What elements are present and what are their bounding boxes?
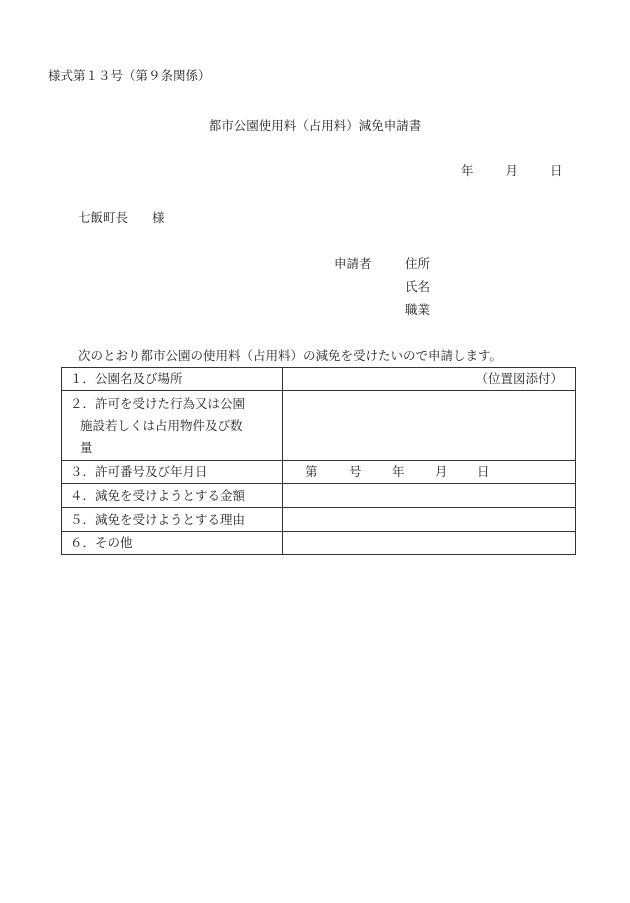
permitted-act-label-line3: 量	[80, 439, 93, 455]
table-row-park-name	[62, 368, 576, 391]
permit-number-label: ３．許可番号及び年月日	[62, 461, 283, 484]
date-year-label: 年	[461, 163, 474, 178]
park-name-label: １．公園名及び場所	[62, 368, 283, 391]
applicant-occupation-label: 職業	[405, 302, 431, 317]
addressee	[78, 208, 165, 226]
other-field[interactable]	[283, 532, 576, 555]
permit-number-field[interactable]	[283, 461, 576, 484]
applicant-label: 申請者	[334, 256, 372, 271]
applicant-address-label: 住所	[405, 256, 431, 271]
permit-dai-label: 第	[305, 464, 318, 479]
permit-day-label: 日	[477, 464, 490, 479]
permitted-act-field[interactable]	[283, 391, 576, 461]
form-number: 様式第１３号（第９条関係）	[48, 68, 211, 83]
other-label: ６．その他	[62, 532, 283, 555]
permit-month-label: 月	[435, 464, 448, 479]
addressee-name: 七飯町長	[78, 210, 129, 225]
date-day-label: 日	[550, 163, 563, 178]
table-row-reduction-reason	[62, 508, 576, 532]
document-title: 都市公園使用料（占用料）減免申請書	[208, 118, 422, 133]
permitted-act-label-line1: ２．許可を受けた行為又は公園	[70, 395, 246, 411]
addressee-honorific: 様	[152, 210, 165, 225]
date-month-label: 月	[505, 163, 519, 178]
park-name-field[interactable]	[283, 368, 576, 391]
location-map-note: （位置図添付）	[475, 371, 563, 386]
reduction-amount-label: ４．減免を受けようとする金額	[62, 484, 283, 508]
table-row-other	[62, 532, 576, 555]
permitted-act-label	[62, 391, 283, 461]
table-row-permitted-act	[62, 391, 576, 461]
table-row-reduction-amount	[62, 484, 576, 508]
permit-year-label: 年	[392, 464, 405, 479]
table-row-permit-number	[62, 461, 576, 484]
intro-text: 次のとおり都市公園の使用料（占用料）の減免を受けたいので申請します。	[78, 348, 503, 363]
date-line	[461, 161, 563, 179]
permitted-act-label-line2: 施設若しくは占用物件及び数	[80, 417, 243, 433]
applicant-name-label: 氏名	[405, 279, 431, 294]
reduction-reason-field[interactable]	[283, 508, 576, 532]
application-table	[61, 367, 576, 555]
reduction-amount-field[interactable]	[283, 484, 576, 508]
reduction-reason-label: ５．減免を受けようとする理由	[62, 508, 283, 532]
permit-go-label: 号	[349, 464, 362, 479]
